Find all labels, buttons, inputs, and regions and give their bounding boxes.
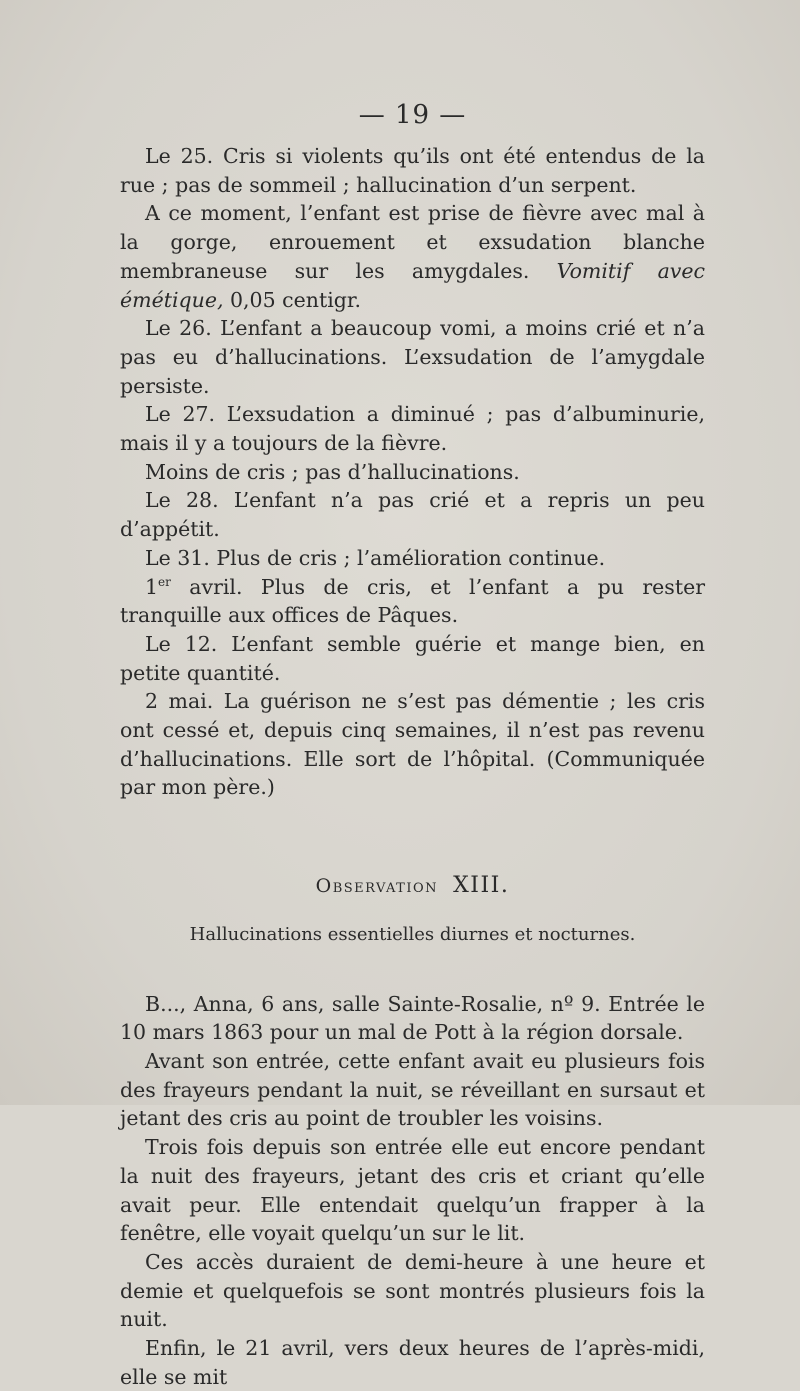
- fever-text-after: 0,05 centigr.: [223, 287, 361, 312]
- april-day: 1: [145, 574, 159, 599]
- observation-label: Observation: [315, 875, 439, 898]
- paragraph-27: Le 27. L’exsudation a diminué ; pas d’albuminurie, mais il y a toujours de la fièvre.: [120, 402, 705, 456]
- paragraph-26: Le 26. L’enfant a beaucoup vomi, a moins crié et n’a pas eu d’hallucinations. L’exsudation de l’amygdale persiste.: [120, 316, 705, 398]
- paragraph-less-cries: Moins de cris ; pas d’hallucinations.: [145, 459, 520, 484]
- page-text: [120, 100, 705, 1391]
- paragraph-28: Le 28. L’enfant n’a pas crié et a repris un peu d’appétit.: [120, 488, 705, 542]
- observation-heading: [120, 872, 705, 901]
- paragraph-attacks: Ces accès duraient de demi-heure à une heure et demie et quelquefois se sont montrés plusieurs fois la nuit.: [120, 1249, 705, 1332]
- paragraph-three-times: Trois fois depuis son entrée elle eut encore pendant la nuit des frayeurs, jetant des cris et criant qu’elle avait peur. Elle entendait quelqu’un frapper à la fenêtre, elle voyait quelqu’un sur le lit.: [120, 1135, 705, 1246]
- observation-subtitle: Hallucinations essentielles diurnes et nocturnes.: [189, 923, 636, 945]
- paragraph-25: Le 25. Cris si violents qu’ils ont été entendus de la rue ; pas de sommeil ; hallucination d’un serpent.: [120, 144, 705, 197]
- april-text: avril. Plus de cris, et l’enfant a pu rester tranquille aux offices de Pâques.: [120, 574, 705, 628]
- observation-number: XIII.: [453, 873, 510, 899]
- fever-text-italic: Vomitif avec émétique,: [120, 258, 705, 312]
- paragraph-patient: B..., Anna, 6 ans, salle Sainte-Rosalie, nº 9. Entrée le 10 mars 1863 pour un mal de Pott à la région dorsale.: [120, 991, 705, 1045]
- paragraph-31: Le 31. Plus de cris ; l’amélioration continue.: [145, 545, 606, 570]
- paragraph-12: Le 12. L’enfant semble guérie et mange bien, en petite quantité.: [120, 631, 705, 685]
- paragraph-before-entry: Avant son entrée, cette enfant avait eu plusieurs fois des frayeurs pendant la nuit, se réveillant en sursaut et jetant des cris au point de troubler les voisins.: [120, 1048, 705, 1131]
- april-sup: er: [158, 574, 171, 589]
- paragraph-may-2: 2 mai. La guérison ne s’est pas démentie ; les cris ont cessé et, depuis cinq semaines, il n’est pas revenu d’hallucinations. Elle sort de l’hôpital. (Communiquée par mon père.): [120, 689, 705, 800]
- page-number: — 19 —: [358, 100, 467, 130]
- fever-text-before: A ce moment, l’enfant est prise de fièvre avec mal à la gorge, enrouement et exsudation blanche membraneuse sur les amygdales.: [120, 201, 705, 283]
- paragraph-april-21: Enfin, le 21 avril, vers deux heures de l’après-midi, elle se mit: [120, 1336, 705, 1389]
- paragraph-fever: [120, 199, 705, 314]
- paragraph-april-1: [120, 573, 705, 630]
